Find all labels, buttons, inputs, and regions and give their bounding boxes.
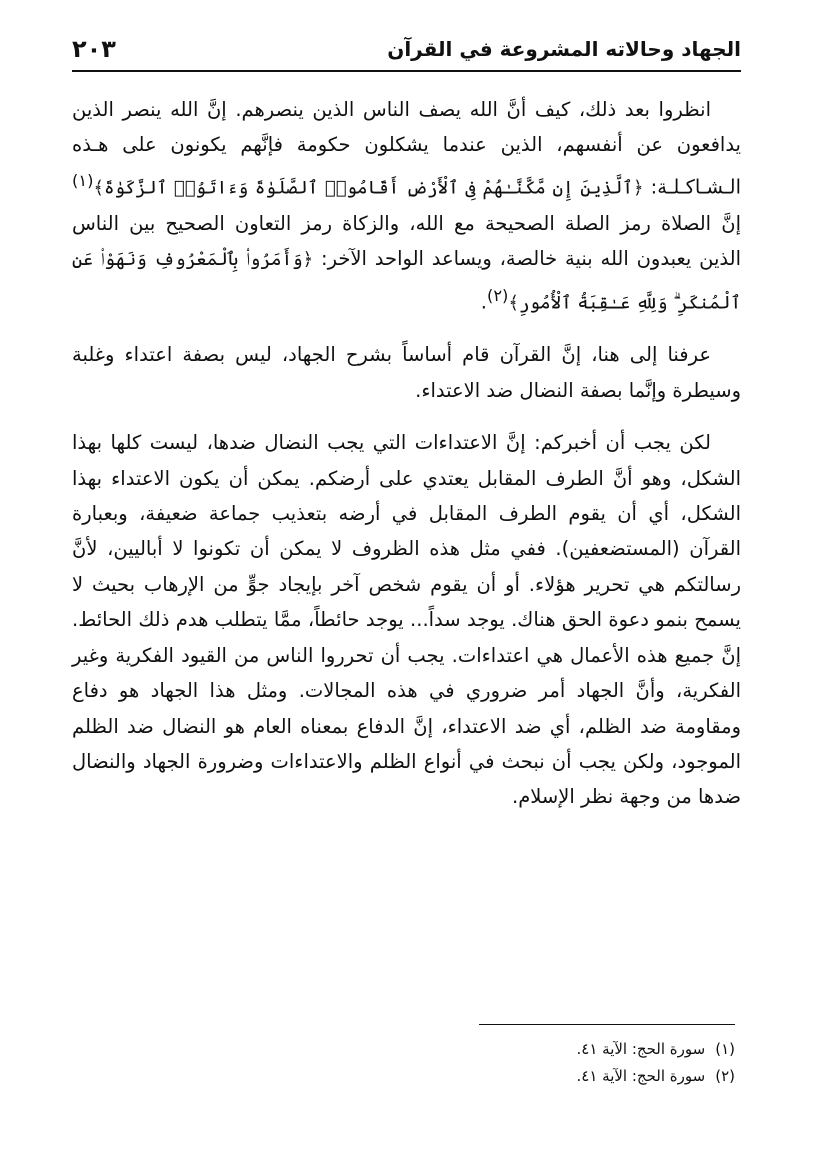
footnote-1-number: (١) [715,1040,735,1058]
quran-verse-2: ﴿وَأَمَرُوا۟ بِٱلْمَعْرُوفِ وَنَهَوْا۟ عَنِ ٱلْمُنكَرِ ۗ وَلِلَّهِ عَـٰقِبَةُ ٱلْأُمُورِ﴾ [72,249,741,314]
footnotes [300,1036,735,1090]
footnote-2 [300,1063,735,1090]
paragraph-1-text-a: انظروا بعد ذلك، كيف أنَّ الله يصف الناس الذين ينصرهم. إنَّ الله ينصر الذين يدافعون عن أنفسهم، الذين عندما يشكلون حكومة فإنَّهم يكونون على هـذه الـشـاكـلـة: [72,98,741,199]
paragraph-1-text-c: . [480,290,487,314]
footnote-1 [300,1036,735,1063]
footnote-rule [479,1024,735,1025]
footnote-ref-2: (٢) [486,285,509,305]
body-text [72,92,741,832]
paragraph-2: عرفنا إلى هنا، إنَّ القرآن قام أساساً بشرح الجهاد، ليس بصفة اعتداء وغلبة وسيطرة وإنَّما بصفة النضال ضد الاعتداء. [72,343,741,402]
quran-verse-1: ﴿ٱلَّذِينَ إِن مَّكَّنَّـٰهُمْ فِى ٱلْأَرْضِ أَقَامُوا۟ ٱلصَّلَوٰةَ وَءَاتَوُا۟ ٱلزَّكَوٰةَ﴾ [93,177,644,199]
page-header [72,32,741,66]
paragraph-1-text-b: إنَّ الصلاة رمز الصلة الصحيحة مع الله، والزكاة رمز التعاون الصحيح بين الناس الذين يعبدون الله بنية خالصة، ويساعد الواحد الآخر: [72,211,741,271]
footnote-ref-1: (١) [72,170,94,190]
footnote-2-number: (٢) [715,1067,735,1085]
paragraph-1 [72,92,741,320]
running-title: الجهاد وحالاته المشروعة في القرآن [387,37,741,61]
footnote-1-text: سورة الحج: الآية ٤١. [576,1040,706,1058]
footnote-2-text: سورة الحج: الآية ٤١. [576,1067,706,1085]
header-rule [72,70,741,72]
paragraph-3: لكن يجب أن أخبركم: إنَّ الاعتداءات التي يجب النضال ضدها، ليست كلها بهذا الشكل، وهو أنَّ الطرف المقابل يعتدي على أرضكم. يمكن أن يكون الاعتداء بهذا الشكل، أي أن يقوم الطرف المقابل في أرضه بتعذيب جماعة ضعيفة، وبعبارة القرآن (المستضعفين). ففي مثل هذه الظروف لا يمكن أن تكونوا لا أباليين، لأنَّ رسالتكم هي تحرير هؤلاء. أو أن يقوم شخص آخر بإيجاد جوٍّ من الإرهاب بحيث لا يسمح بنمو دعوة الحق هناك. يوجد سداً... يوجد حائطاً، ممَّا يتطلب هدم ذلك الحائط. إنَّ جميع هذه الأعمال هي اعتداءات. يجب أن تحرروا الناس من القيود الفكرية وغير الفكرية، وأنَّ الجهاد أمر ضروري في هذه المجالات. ومثل هذا الجهاد هو دفاع ومقاومة ضد الظلم، أي ضد الاعتداء، إنَّ الدفاع بمعناه العام هو النضال ضد الظلم الموجود، ولكن يجب أن نبحث في أنواع الظلم والاعتداءات وضرورة الجهاد والنضال ضدها من وجهة نظر الإسلام. [72,431,741,809]
page-number: ٢٠٣ [72,35,116,63]
